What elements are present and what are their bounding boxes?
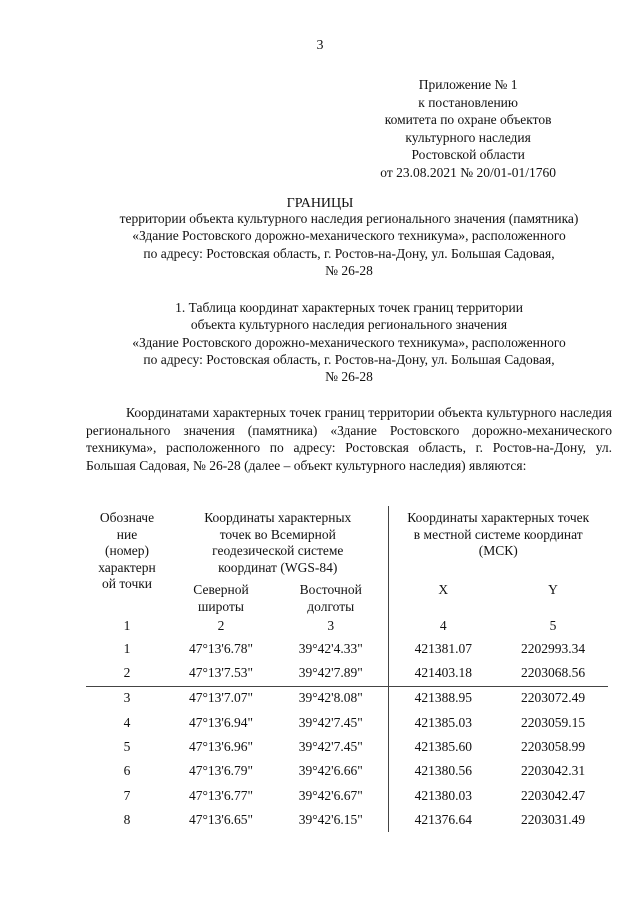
latitude-cell: 47°13'6.65" <box>189 811 253 827</box>
section-heading <box>86 299 612 385</box>
section-line: 1. Таблица координат характерных точек границ территории <box>175 300 523 315</box>
appendix-line: культурного наследия <box>405 129 531 145</box>
column-index: 2 <box>217 617 225 633</box>
document-subtitle <box>86 210 612 279</box>
point-number: 1 <box>123 640 131 656</box>
point-number-header: Обозначе ние (номер) характерн ой точки <box>98 510 156 591</box>
msk-header: Координаты характерных точек в местной системе координат (МСК) <box>407 510 590 558</box>
wgs84-header: Координаты характерных точек во Всемирной геодезической системе координат (WGS-84) <box>168 506 388 576</box>
x-cell: 421385.03 <box>414 714 472 730</box>
column-index: 1 <box>123 617 131 633</box>
y-cell: 2203042.47 <box>520 787 586 803</box>
latitude-cell: 47°13'6.79" <box>189 763 253 779</box>
column-index-row <box>86 615 608 637</box>
x-cell: 421381.07 <box>414 640 472 656</box>
latitude-cell: 47°13'6.94" <box>189 714 253 730</box>
appendix-line: Приложение № 1 <box>418 77 518 92</box>
point-number: 7 <box>123 787 131 803</box>
longitude-cell: 39°42'6.66" <box>274 759 388 783</box>
y-header: Y <box>548 582 558 597</box>
x-cell: 421403.18 <box>388 661 498 686</box>
point-number: 4 <box>123 714 131 730</box>
appendix-line: от 23.08.2021 № 20/01-01/1760 <box>380 164 556 180</box>
section-line: по адресу: Ростовская область, г. Ростов-на-Дону, ул. Большая Садовая, <box>143 351 555 367</box>
section-line: № 26-28 <box>325 369 373 385</box>
coordinates-table <box>86 506 608 832</box>
y-cell: 2202993.34 <box>520 640 586 656</box>
latitude-header: Северной широты <box>193 582 249 614</box>
column-index: 3 <box>274 615 388 637</box>
table-row <box>86 735 608 759</box>
point-number: 6 <box>123 763 131 779</box>
y-cell: 2203059.15 <box>520 714 586 730</box>
intro-paragraph: Координатами характерных точек границ территории объекта культурного наследия регионального значения (памятника) «Здание Ростовского дорожно-механического техникума», расположенного по адресу: Ростовская область, г. Ростов-на-Дону, ул. Большая Садовая, № 26-28 (далее – объект культурного наследия) являются: <box>86 405 612 473</box>
column-index: 5 <box>549 617 557 633</box>
table-row <box>86 711 608 735</box>
x-cell: 421380.56 <box>414 763 472 779</box>
longitude-cell: 39°42'4.33" <box>274 637 388 661</box>
section-line: объекта культурного наследия регионального значения <box>190 317 508 333</box>
latitude-cell: 47°13'6.77" <box>189 787 253 803</box>
longitude-header: Восточной долготы <box>274 576 388 615</box>
y-cell: 2203042.31 <box>520 763 586 779</box>
subtitle-line: «Здание Ростовского дорожно-механического техникума», расположенного <box>132 228 566 244</box>
table-row <box>86 686 608 711</box>
point-number: 2 <box>86 661 168 686</box>
x-cell: 421388.95 <box>414 690 472 706</box>
table-row <box>86 637 608 661</box>
latitude-cell: 47°13'7.53" <box>168 661 274 686</box>
subtitle-line: по адресу: Ростовская область, г. Ростов-на-Дону, ул. Большая Садовая, <box>143 245 555 261</box>
appendix-line: к постановлению <box>418 94 518 110</box>
page-number: 3 <box>316 38 324 53</box>
x-cell: 421376.64 <box>414 811 472 827</box>
x-cell: 421380.03 <box>414 787 472 803</box>
point-number: 8 <box>123 811 131 827</box>
x-header: X <box>438 582 449 597</box>
latitude-cell: 47°13'6.96" <box>189 739 253 755</box>
x-cell: 421385.60 <box>414 739 472 755</box>
y-cell: 2203058.99 <box>520 739 586 755</box>
longitude-cell: 39°42'7.45" <box>274 711 388 735</box>
document-title: ГРАНИЦЫ <box>286 196 354 211</box>
table-row <box>86 808 608 832</box>
column-index: 4 <box>439 617 447 633</box>
appendix-line: комитета по охране объектов <box>384 112 552 128</box>
longitude-cell: 39°42'6.15" <box>274 808 388 832</box>
longitude-cell: 39°42'6.67" <box>274 784 388 808</box>
subtitle-line: № 26-28 <box>325 262 373 278</box>
longitude-cell: 39°42'7.89" <box>274 661 388 686</box>
point-number: 3 <box>123 690 131 706</box>
longitude-cell: 39°42'8.08" <box>274 686 388 711</box>
table-row <box>86 661 608 686</box>
table-row <box>86 759 608 783</box>
y-cell: 2203068.56 <box>498 661 608 686</box>
latitude-cell: 47°13'7.07" <box>189 690 253 706</box>
appendix-block <box>380 76 556 182</box>
longitude-cell: 39°42'7.45" <box>274 735 388 759</box>
point-number: 5 <box>123 739 131 755</box>
subtitle-line: территории объекта культурного наследия регионального значения (памятника) <box>119 211 579 226</box>
appendix-line: Ростовской области <box>411 147 525 163</box>
table-row <box>86 784 608 808</box>
y-cell: 2203072.49 <box>520 690 586 706</box>
latitude-cell: 47°13'6.78" <box>189 640 253 656</box>
table-header-row <box>86 506 608 576</box>
y-cell: 2203031.49 <box>520 811 586 827</box>
section-line: «Здание Ростовского дорожно-механического техникума», расположенного <box>132 334 566 350</box>
